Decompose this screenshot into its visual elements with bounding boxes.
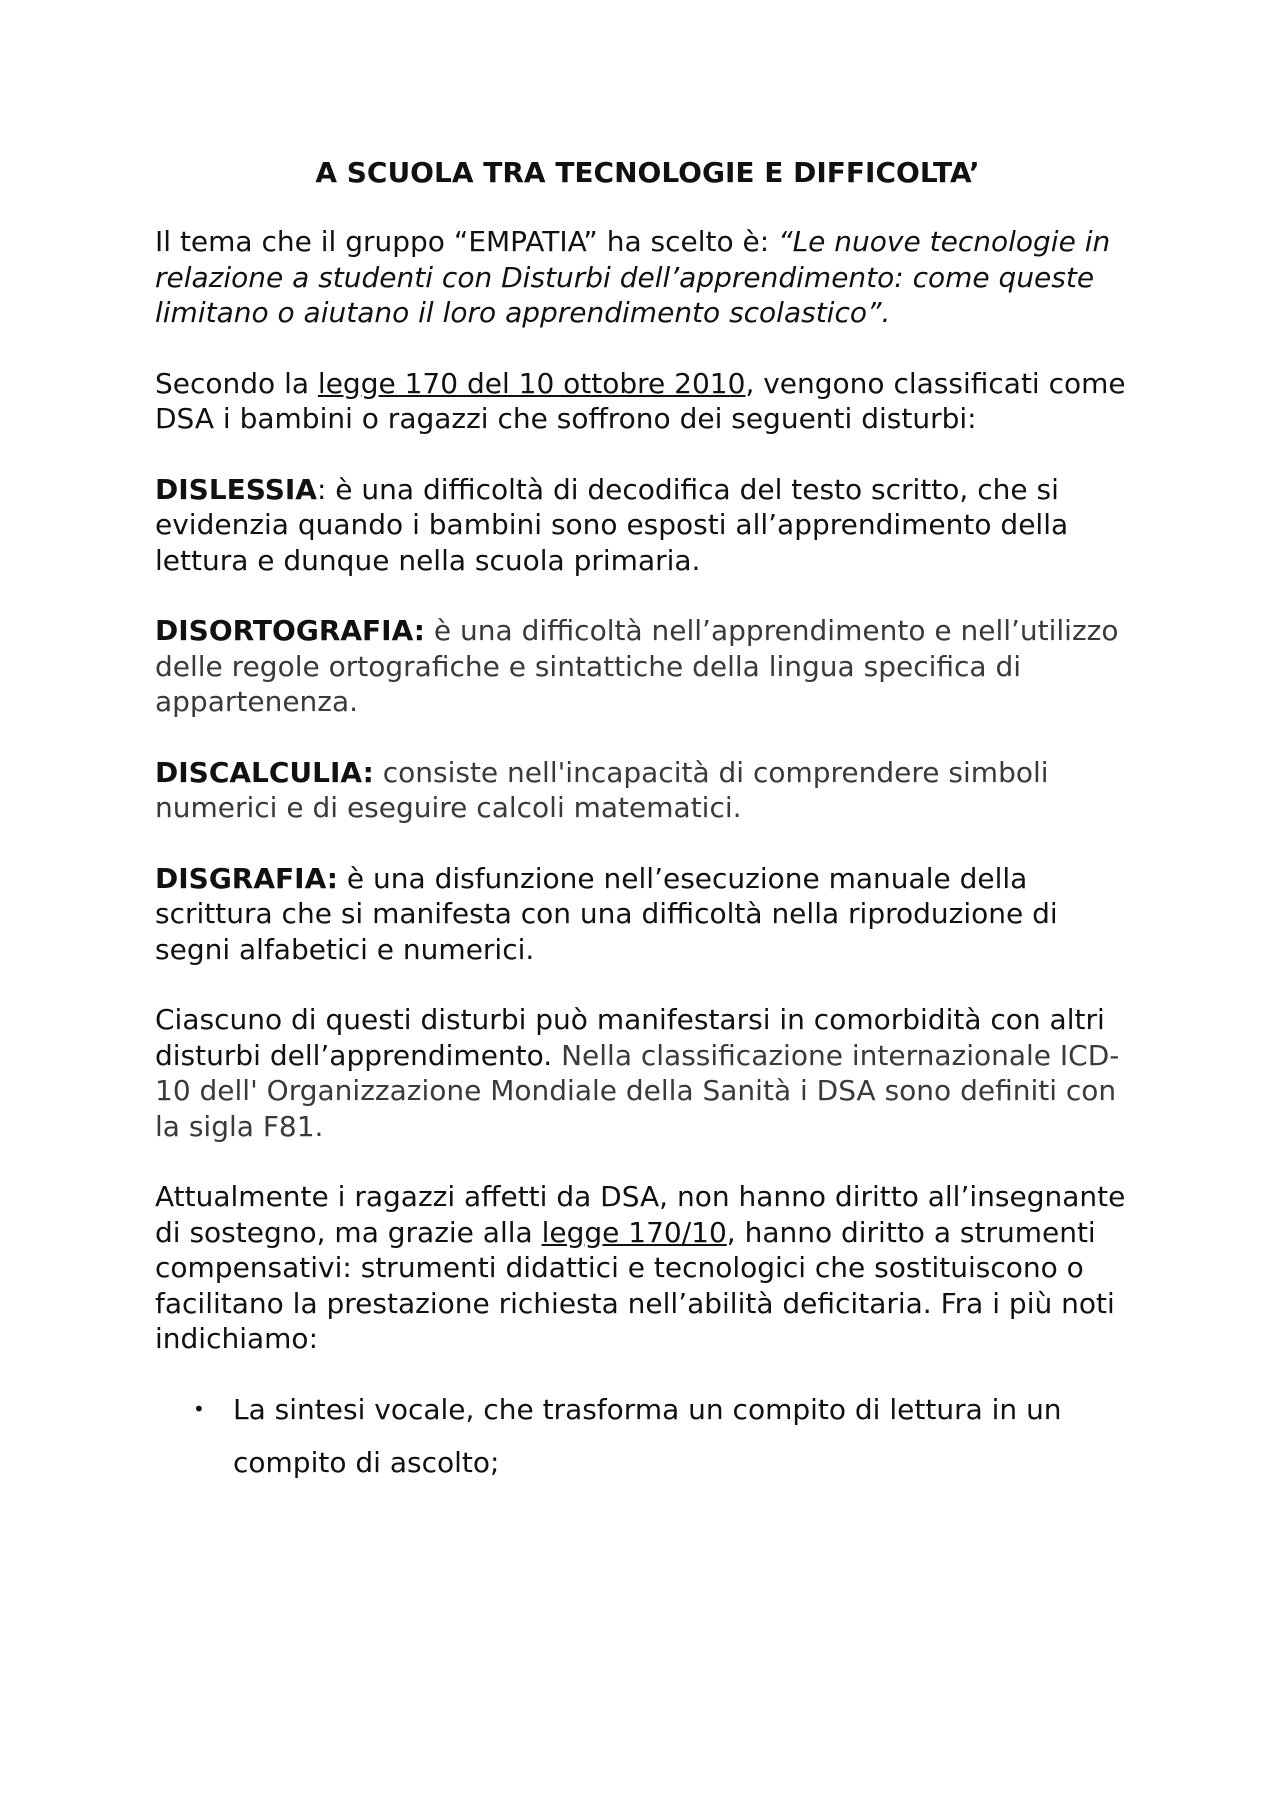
law-reference: legge 170 del 10 ottobre 2010 [317,366,746,400]
comorbidity-main: Ciascuno di questi disturbi può manifestarsi in comorbidità con altri disturbi dell’apprendimento. [155,1003,1105,1072]
definition-text: consiste nell'incapacità di comprendere simboli numerici e di eseguire calcoli matematici. [155,755,1049,824]
document-body [155,155,1140,1489]
support-before: Attualmente i ragazzi affetti da DSA, non hanno diritto all’insegnante di sostegno, ma grazie alla [155,1180,1126,1249]
definition-term: DISGRAFIA: [155,861,338,895]
law-before: Secondo la [155,366,318,400]
bullet-icon: • [193,1396,205,1421]
intro-lead: Il tema che il gruppo “EMPATIA” ha scelto è: [155,225,779,258]
intro-quote: “Le nuove tecnologie in relazione a studenti con Disturbi dell’apprendimento: come queste limitano o aiutano il loro apprendimento scolastico”. [155,225,1111,329]
intro-paragraph [155,224,1140,331]
definition-term: DISLESSIA [155,472,317,506]
law-paragraph [155,366,1140,437]
definition-text: : è una difficoltà di decodifica del testo scritto, che si evidenzia quando i bambini sono esposti all’apprendimento della lettura e dunque nella scuola primaria. [155,472,1069,577]
list-item-text: La sintesi vocale, che trasforma un compito di lettura in un compito di ascolto; [233,1392,1062,1479]
law-after: , vengono classificati come [745,366,1126,400]
definition-dislessia [155,472,1140,579]
support-after: , hanno diritto a strumenti compensativi: strumenti didattici e tecnologici che sostituiscono o facilitano la prestazione richiesta nell’abilità deficitaria. Fra i più noti indichiamo: [155,1215,1115,1355]
definition-term: DISCALCULIA: [155,755,374,789]
definition-discalculia [155,755,1140,826]
definition-text: è una disfunzione nell’esecuzione manuale della scrittura che si manifesta con una difficoltà nella riproduzione di segni alfabetici e numerici. [155,861,1058,966]
support-law-reference: legge 170/10 [541,1215,727,1249]
tools-list [155,1383,1140,1489]
support-paragraph [155,1179,1140,1357]
definition-term: DISORTOGRAFIA: [155,614,425,647]
list-item [155,1383,1140,1489]
document-title: A SCUOLA TRA TECNOLOGIE E DIFFICOLTA’ [315,156,980,189]
comorbidity-icd: Nella classificazione internazionale ICD- 10 dell' Organizzazione Mondiale della Sanità i DSA sono definiti con la sigla F81. [155,1038,1120,1143]
law-line2: DSA i bambini o ragazzi che soffrono dei seguenti disturbi: [155,402,977,435]
definition-disgrafia [155,861,1140,968]
definition-disortografia [155,613,1140,720]
comorbidity-paragraph [155,1002,1140,1144]
definition-text: è una difficoltà nell’apprendimento e nell’utilizzo delle regole ortografiche e sintattiche della lingua specifica di appartenenza. [155,614,1119,718]
